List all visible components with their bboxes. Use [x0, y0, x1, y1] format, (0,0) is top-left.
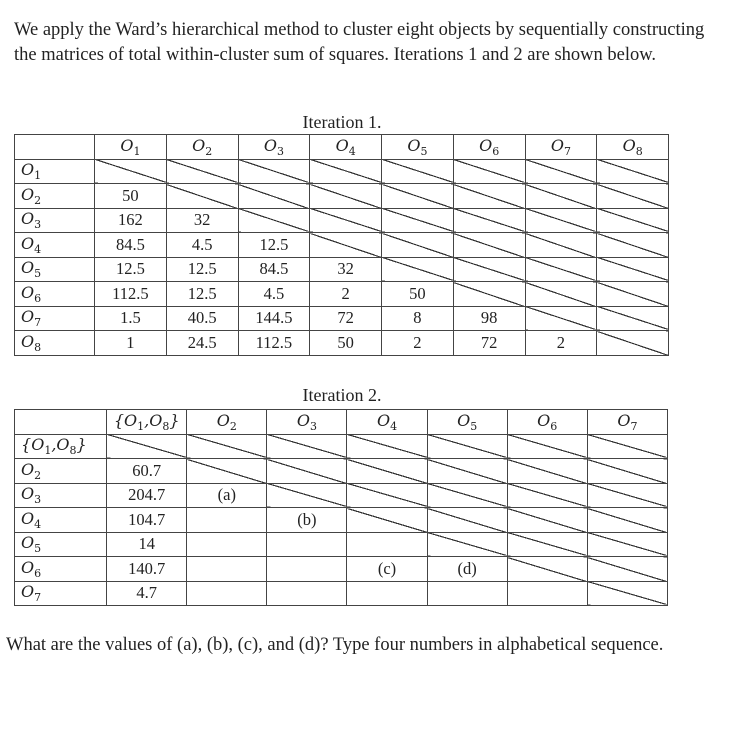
crossed-out-cell: [507, 532, 587, 557]
crossed-out-cell: [310, 159, 382, 184]
crossed-out-cell: [525, 282, 597, 307]
label-base: O: [21, 484, 35, 504]
crossed-out-cell: [507, 557, 587, 582]
label-subscript: 1: [133, 144, 141, 158]
object-label: [21, 282, 42, 305]
cluster-label: $\{O_1,O_8\}$: [113, 410, 180, 433]
object-label: [21, 233, 42, 256]
table-row: [15, 532, 668, 557]
matrix-cell: 1: [95, 331, 167, 356]
crossed-out-cell: [453, 257, 525, 282]
matrix-cell: 140.7: [107, 557, 187, 582]
column-header: [166, 135, 238, 160]
label-base: O: [21, 233, 35, 253]
table-row: [15, 459, 668, 484]
iteration-2-matrix: [14, 409, 668, 606]
matrix-cell: (c): [347, 557, 427, 582]
object-label: [216, 410, 237, 433]
matrix-cell: 2: [382, 331, 454, 356]
matrix-cell: [187, 532, 267, 557]
label-base: O: [617, 410, 631, 430]
label-subscript: 7: [34, 591, 42, 605]
label-subscript: 6: [34, 566, 42, 580]
label-base: O: [21, 508, 35, 528]
label-base: O: [21, 459, 35, 479]
crossed-out-cell: [525, 257, 597, 282]
label-base: O: [622, 135, 636, 155]
label-subscript: 4: [390, 419, 398, 433]
table-row: [15, 557, 668, 582]
crossed-out-cell: [347, 459, 427, 484]
label-base: O: [21, 209, 35, 229]
label-base: O: [21, 160, 35, 180]
iteration-1-title: Iteration 1.: [302, 112, 382, 132]
object-label: [21, 484, 42, 507]
crossed-out-cell: [525, 306, 597, 331]
label-subscript: 3: [309, 419, 317, 433]
row-header: [15, 459, 107, 484]
matrix-cell: 50: [310, 331, 382, 356]
object-label: [550, 135, 571, 158]
crossed-out-cell: [525, 208, 597, 233]
row-header: [15, 184, 95, 209]
matrix-cell: (d): [427, 557, 507, 582]
object-label: [21, 331, 42, 354]
label-base: O: [407, 135, 421, 155]
label-subscript: 5: [420, 144, 428, 158]
crossed-out-cell: [382, 184, 454, 209]
label-subscript: 4: [34, 517, 42, 531]
object-label: [21, 209, 42, 232]
crossed-out-cell: [507, 434, 587, 459]
label-subscript: 1: [137, 419, 145, 433]
table-row: [15, 331, 669, 356]
matrix-cell: 144.5: [238, 306, 310, 331]
object-label: [21, 582, 42, 605]
crossed-out-cell: [507, 459, 587, 484]
table-row: [15, 434, 668, 459]
matrix-cell: 32: [166, 208, 238, 233]
crossed-out-cell: [427, 483, 507, 508]
label-subscript: 2: [34, 193, 42, 207]
crossed-out-cell: [382, 159, 454, 184]
row-header: [15, 282, 95, 307]
label-base: O: [21, 557, 35, 577]
label-subscript: 5: [470, 419, 478, 433]
label-base: O: [21, 533, 35, 553]
label-base: O: [376, 410, 391, 430]
crossed-out-cell: [587, 581, 667, 606]
matrix-cell: [187, 508, 267, 533]
crossed-out-cell: [267, 483, 347, 508]
label-subscript: 8: [635, 144, 643, 158]
matrix-cell: [427, 581, 507, 606]
crossed-out-cell: [587, 483, 667, 508]
matrix-cell: 112.5: [238, 331, 310, 356]
label-base: O: [296, 410, 310, 430]
label-base: O: [192, 135, 206, 155]
label-base: O: [21, 184, 35, 204]
matrix-cell: 104.7: [107, 508, 187, 533]
column-header: [347, 410, 427, 435]
crossed-out-cell: [427, 434, 507, 459]
table-row: [15, 257, 669, 282]
matrix-cell: 40.5: [166, 306, 238, 331]
crossed-out-cell: [310, 233, 382, 258]
table-row: [15, 184, 669, 209]
crossed-out-cell: [382, 208, 454, 233]
corner-cell: [15, 135, 95, 160]
crossed-out-cell: [267, 434, 347, 459]
matrix-cell: 84.5: [238, 257, 310, 282]
label-subscript: 6: [550, 419, 558, 433]
matrix-cell: [507, 581, 587, 606]
matrix-cell: 12.5: [238, 233, 310, 258]
matrix-cell: 2: [525, 331, 597, 356]
matrix-cell: [347, 581, 427, 606]
label-base: O: [21, 307, 35, 327]
matrix-cell: (b): [267, 508, 347, 533]
matrix-cell: 12.5: [95, 257, 167, 282]
crossed-out-cell: [238, 208, 310, 233]
row-header: [15, 208, 95, 233]
column-header: [525, 135, 597, 160]
label-base: O: [263, 135, 277, 155]
label-subscript: 8: [69, 444, 77, 458]
matrix-cell: 72: [310, 306, 382, 331]
iteration-2-title: Iteration 2.: [302, 385, 382, 405]
matrix-cell: 24.5: [166, 331, 238, 356]
crossed-out-cell: [587, 434, 667, 459]
object-label: [21, 533, 42, 556]
matrix-cell: 98: [453, 306, 525, 331]
column-header: [453, 135, 525, 160]
label-base: O: [120, 135, 134, 155]
intro-paragraph: We apply the Ward’s hierarchical method to cluster eight objects by sequentially constructing the matrices of total within-cluster sum of squares. Iterations 1 and 2 are shown below.: [14, 20, 705, 65]
object-label: [622, 135, 643, 158]
label-base: O: [479, 135, 493, 155]
matrix-cell: 112.5: [95, 282, 167, 307]
object-label: [479, 135, 500, 158]
object-label: [296, 410, 317, 433]
crossed-out-cell: [507, 483, 587, 508]
crossed-out-cell: [427, 459, 507, 484]
crossed-out-cell: [597, 282, 669, 307]
label-base: O: [21, 282, 35, 302]
matrix-cell: 8: [382, 306, 454, 331]
label-subscript: 5: [34, 267, 42, 281]
object-label: [21, 258, 42, 281]
matrix-cell: 84.5: [95, 233, 167, 258]
label-subscript: 3: [34, 493, 42, 507]
row-header: [15, 159, 95, 184]
crossed-out-cell: [525, 233, 597, 258]
row-header: [15, 257, 95, 282]
row-header: [15, 331, 95, 356]
matrix-cell: 60.7: [107, 459, 187, 484]
object-label: [21, 160, 42, 183]
table-row: [15, 508, 668, 533]
matrix-cell: [267, 581, 347, 606]
matrix-cell: [187, 557, 267, 582]
label-subscript: 4: [34, 242, 42, 256]
crossed-out-cell: [187, 434, 267, 459]
row-header: [15, 581, 107, 606]
matrix-cell: 72: [453, 331, 525, 356]
crossed-out-cell: [95, 159, 167, 184]
crossed-out-cell: [587, 508, 667, 533]
object-label: [335, 135, 356, 158]
row-header: [15, 483, 107, 508]
table-row: [15, 159, 669, 184]
crossed-out-cell: [525, 159, 597, 184]
iteration-1-matrix: [14, 134, 669, 356]
label-base: O: [537, 410, 551, 430]
object-label: [21, 557, 42, 580]
crossed-out-cell: [347, 434, 427, 459]
column-header: [507, 410, 587, 435]
matrix-cell: 1.5: [95, 306, 167, 331]
row-header: [15, 233, 95, 258]
object-label: [21, 184, 42, 207]
row-header: [15, 508, 107, 533]
question-text: What are the values of (a), (b), (c), and (d)? Type four numbers in alphabetical sequence.: [6, 635, 664, 655]
crossed-out-cell: [166, 159, 238, 184]
label-subscript: 8: [34, 340, 42, 354]
cluster-label: $\{O_1,O_8\}$: [21, 435, 87, 458]
label-subscript: 7: [630, 419, 638, 433]
column-header: [95, 135, 167, 160]
matrix-cell: 4.7: [107, 581, 187, 606]
label-base: O: [21, 331, 35, 351]
crossed-out-cell: [238, 184, 310, 209]
table-row: [15, 233, 669, 258]
row-header: [15, 434, 107, 459]
object-label: [120, 135, 141, 158]
table-row: [15, 483, 668, 508]
label-subscript: 7: [563, 144, 571, 158]
column-header: [267, 410, 347, 435]
matrix-cell: [267, 557, 347, 582]
object-label: [617, 410, 638, 433]
object-label: [192, 135, 213, 158]
matrix-cell: 12.5: [166, 257, 238, 282]
row-header: [15, 557, 107, 582]
label-subscript: 2: [205, 144, 213, 158]
crossed-out-cell: [453, 208, 525, 233]
label-subscript: 1: [34, 169, 42, 183]
label-subscript: 7: [34, 316, 42, 330]
crossed-out-cell: [310, 184, 382, 209]
crossed-out-cell: [382, 233, 454, 258]
crossed-out-cell: [107, 434, 187, 459]
header-row: [15, 135, 669, 160]
matrix-cell: 14: [107, 532, 187, 557]
crossed-out-cell: [427, 508, 507, 533]
crossed-out-cell: [187, 459, 267, 484]
matrix-cell: 4.5: [166, 233, 238, 258]
crossed-out-cell: [597, 306, 669, 331]
matrix-cell: 50: [382, 282, 454, 307]
label-base: O: [21, 258, 35, 278]
crossed-out-cell: [310, 208, 382, 233]
table-row: [15, 306, 669, 331]
matrix-cell: 32: [310, 257, 382, 282]
object-label: [263, 135, 284, 158]
object-label: [376, 410, 398, 433]
table-row: [15, 581, 668, 606]
column-header: [107, 410, 187, 435]
crossed-out-cell: [597, 233, 669, 258]
matrix-cell: 4.5: [238, 282, 310, 307]
crossed-out-cell: [525, 184, 597, 209]
object-label: [407, 135, 428, 158]
matrix-cell: [187, 581, 267, 606]
table-row: [15, 282, 669, 307]
label-base: O: [550, 135, 564, 155]
row-header: [15, 532, 107, 557]
label-subscript: 1: [44, 444, 52, 458]
label-base: O: [21, 582, 35, 602]
matrix-cell: 204.7: [107, 483, 187, 508]
header-row: [15, 410, 668, 435]
crossed-out-cell: [587, 557, 667, 582]
crossed-out-cell: [453, 282, 525, 307]
matrix-cell: [347, 532, 427, 557]
object-label: [21, 307, 42, 330]
label-subscript: 8: [162, 419, 170, 433]
object-label: [537, 410, 558, 433]
crossed-out-cell: [587, 459, 667, 484]
crossed-out-cell: [347, 508, 427, 533]
label-subscript: 6: [34, 291, 42, 305]
crossed-out-cell: [597, 257, 669, 282]
crossed-out-cell: [597, 159, 669, 184]
label-subscript: 5: [34, 542, 42, 556]
crossed-out-cell: [267, 459, 347, 484]
crossed-out-cell: [507, 508, 587, 533]
label-base: O: [457, 410, 471, 430]
matrix-cell: [267, 532, 347, 557]
table-row: [15, 208, 669, 233]
crossed-out-cell: [427, 532, 507, 557]
crossed-out-cell: [382, 257, 454, 282]
column-header: [382, 135, 454, 160]
label-base: O: [216, 410, 230, 430]
label-subscript: 2: [34, 468, 42, 482]
label-subscript: 6: [492, 144, 500, 158]
crossed-out-cell: [597, 331, 669, 356]
matrix-cell: (a): [187, 483, 267, 508]
column-header: [597, 135, 669, 160]
column-header: [187, 410, 267, 435]
object-label: [457, 410, 478, 433]
label-subscript: 3: [276, 144, 284, 158]
matrix-cell: 162: [95, 208, 167, 233]
matrix-cell: 12.5: [166, 282, 238, 307]
crossed-out-cell: [453, 233, 525, 258]
column-header: [310, 135, 382, 160]
crossed-out-cell: [166, 184, 238, 209]
crossed-out-cell: [587, 532, 667, 557]
matrix-cell: 50: [95, 184, 167, 209]
label-subscript: 3: [34, 218, 42, 232]
crossed-out-cell: [238, 159, 310, 184]
corner-cell: [15, 410, 107, 435]
crossed-out-cell: [597, 184, 669, 209]
column-header: [587, 410, 667, 435]
crossed-out-cell: [453, 159, 525, 184]
crossed-out-cell: [347, 483, 427, 508]
object-label: [21, 459, 42, 482]
column-header: [427, 410, 507, 435]
column-header: [238, 135, 310, 160]
crossed-out-cell: [597, 208, 669, 233]
matrix-cell: 2: [310, 282, 382, 307]
row-header: [15, 306, 95, 331]
label-subscript: 4: [348, 144, 356, 158]
label-subscript: 2: [229, 419, 237, 433]
crossed-out-cell: [453, 184, 525, 209]
object-label: [21, 508, 42, 531]
label-base: O: [335, 135, 349, 155]
